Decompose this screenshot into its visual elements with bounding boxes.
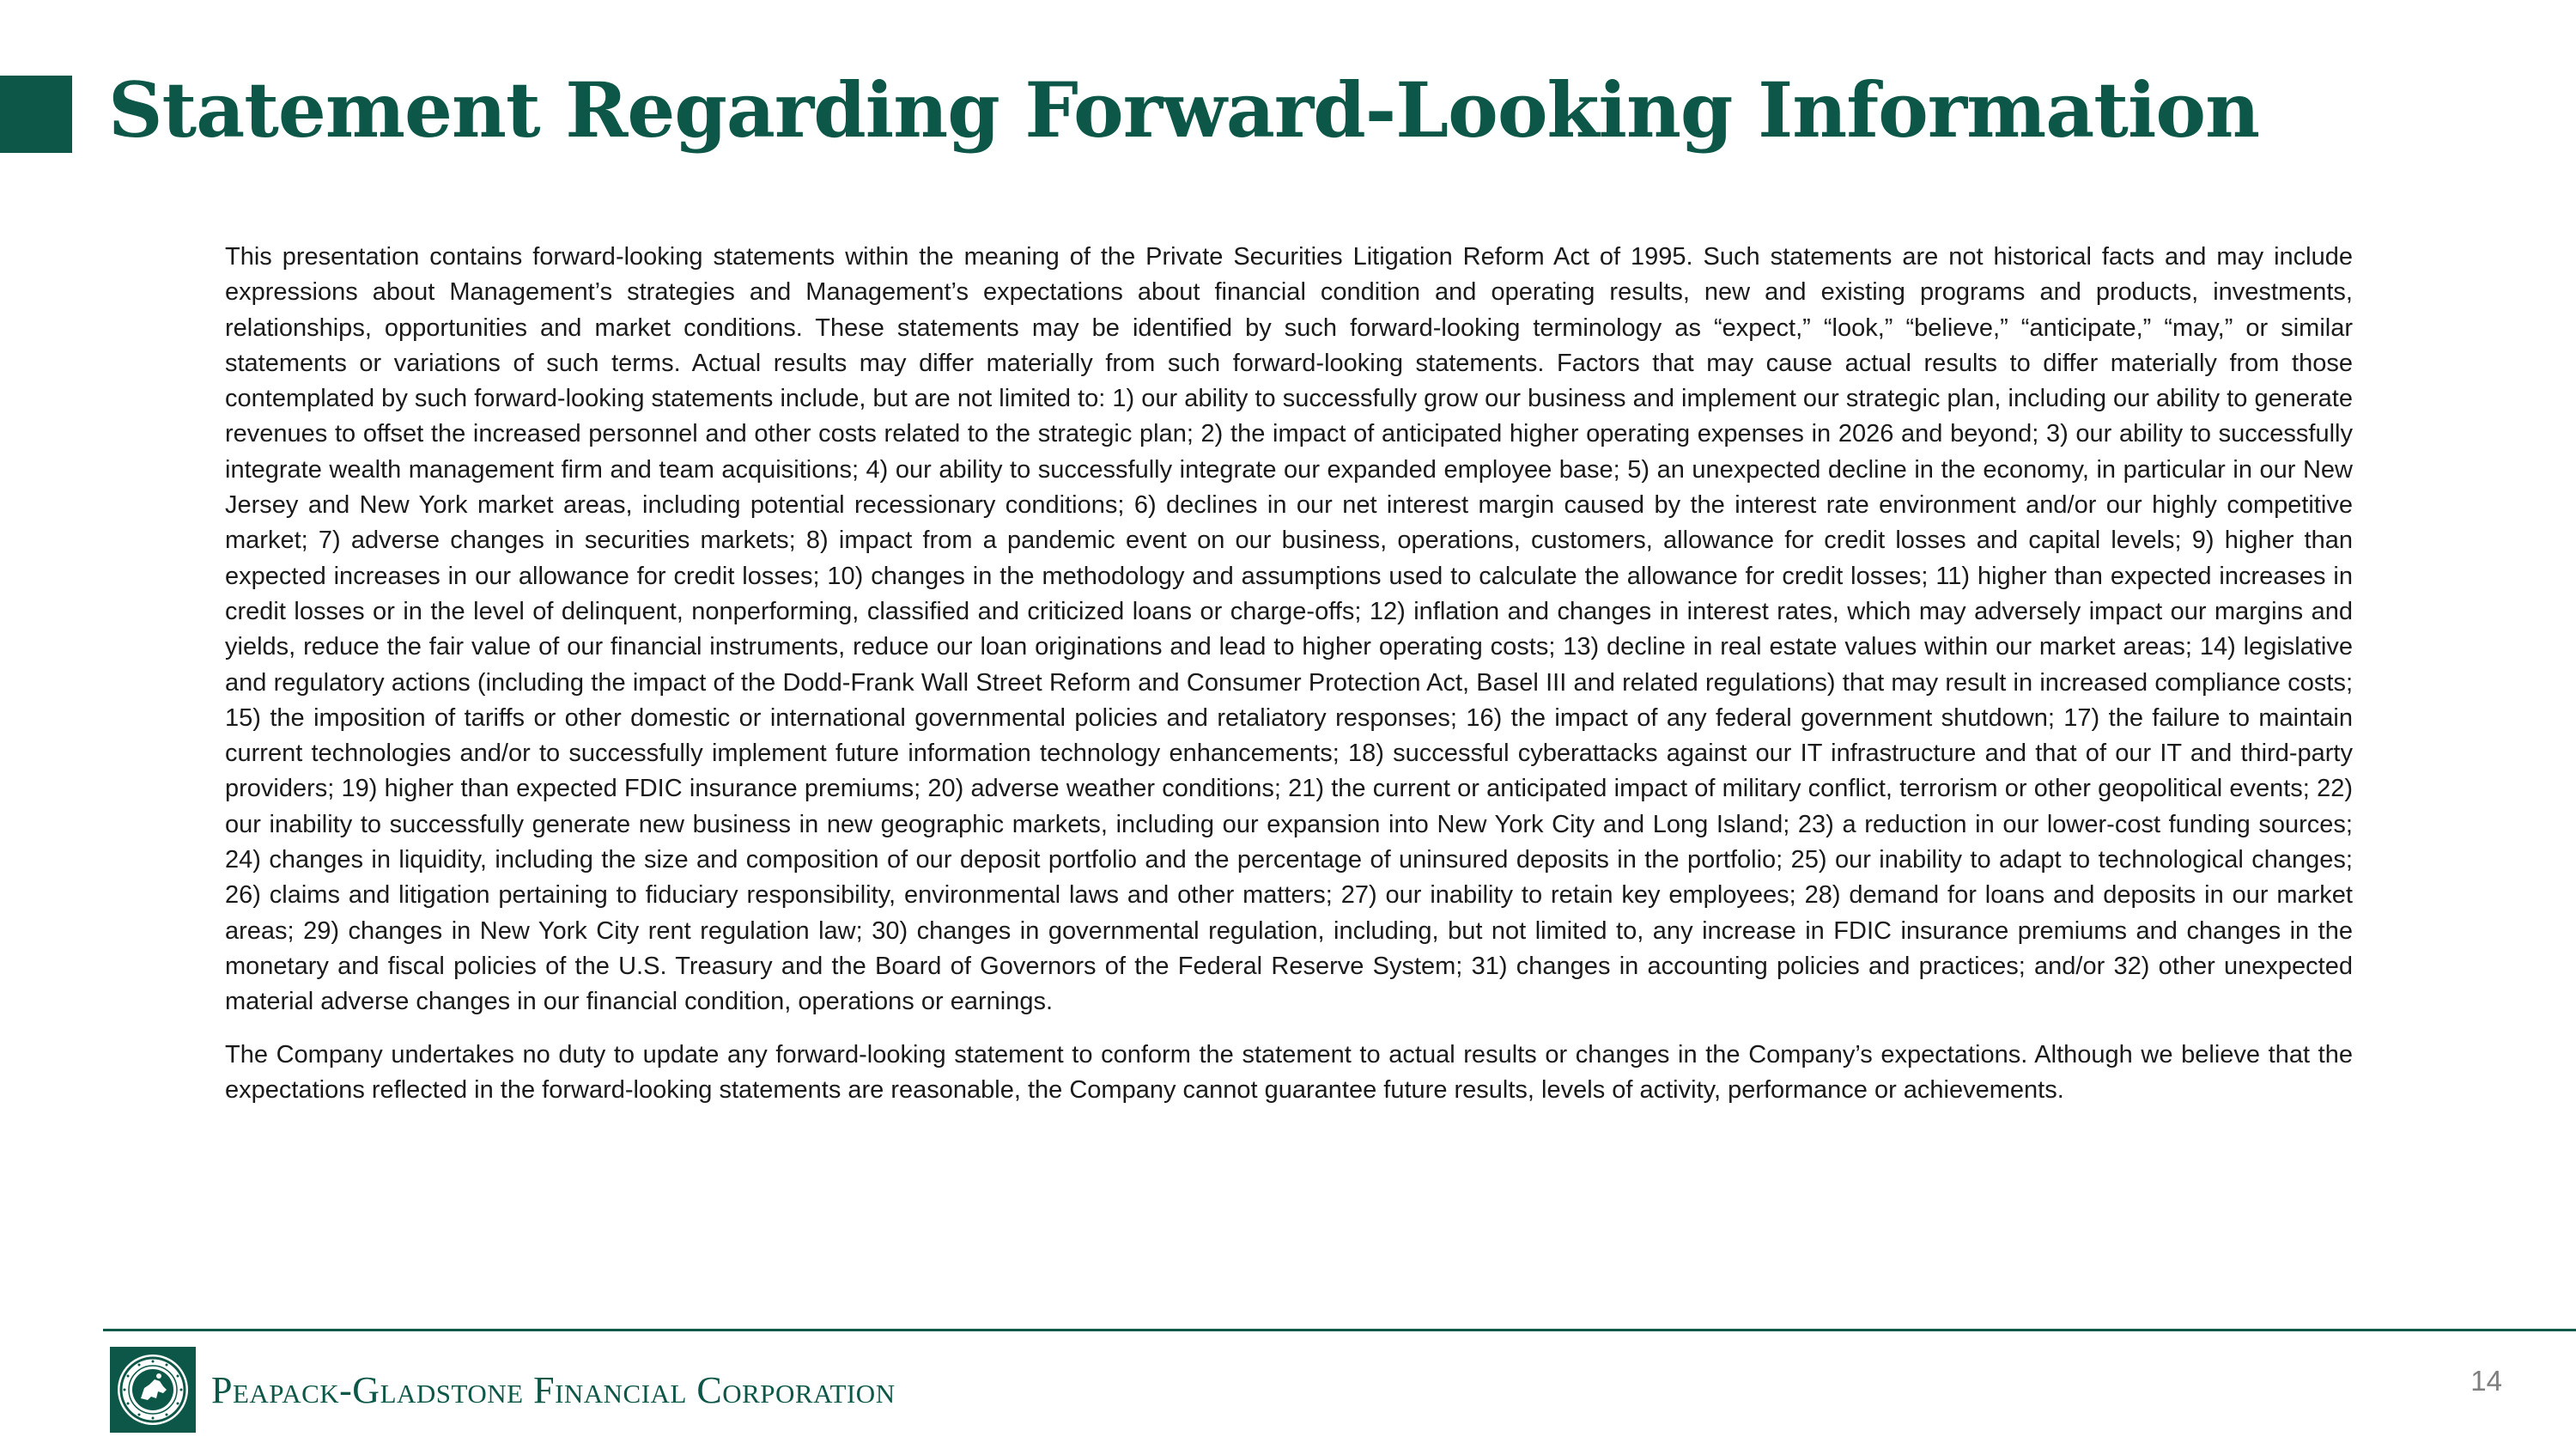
- page-number: 14: [2470, 1365, 2502, 1397]
- footer-divider: [103, 1329, 2576, 1331]
- title-accent-square: [0, 76, 72, 153]
- disclaimer-paragraph-1: This presentation contains forward-looking statements within the meaning of the Private Securities Litigation Reform Act of 1995. Such statements are not historical facts and may include expressions about Management’s strategies and Management’s expectations about financial condition and operating results, new and existing programs and products, investments, relationships, opportunities and market conditions. These statements may be identified by such forward-looking terminology as “expect,” “look,” “believe,” “anticipate,” “may,” or similar statements or variations of such terms. Actual results may differ materially from such forward-looking statements. Factors that may cause actual results to differ materially from those contemplated by such forward-looking statements include, but are not limited to: 1) our ability to successfully grow our business and implement our strategic plan, including our ability to generate revenues to offset the increased personnel and other costs related to the strategic plan; 2) the impact of anticipated higher operating expenses in 2026 and beyond; 3) our ability to successfully integrate wealth management firm and team acquisitions; 4) our ability to successfully integrate our expanded employee base; 5) an unexpected decline in the economy, in particular in our New Jersey and New York market areas, including potential recessionary conditions; 6) declines in our net interest margin caused by the interest rate environment and/or our highly competitive market; 7) adverse changes in securities markets; 8) impact from a pandemic event on our business, operations, customers, allowance for credit losses and capital levels; 9) higher than expected increases in our allowance for credit losses; 10) changes in the methodology and assumptions used to calculate the allowance for credit losses; 11) higher than expected increases in credit losses or in the level of delinquent, nonperforming, classified and criticized loans or charge-offs; 12) inflation and changes in interest rates, which may adversely impact our margins and yields, reduce the fair value of our financial instruments, reduce our loan originations and lead to higher operating costs; 13) decline in real estate values within our market areas; 14) legislative and regulatory actions (including the impact of the Dodd-Frank Wall Street Reform and Consumer Protection Act, Basel III and related regulations) that may result in increased compliance costs; 15) the imposition of tariffs or other domestic or international governmental policies and retaliatory responses; 16) the impact of any federal government shutdown; 17) the failure to maintain current technologies and/or to successfully implement future information technology enhancements; 18) successful cyberattacks against our IT infrastructure and that of our IT and third-party providers; 19) higher than expected FDIC insurance premiums; 20) adverse weather conditions; 21) the current or anticipated impact of military conflict, terrorism or other geopolitical events; 22) our inability to successfully generate new business in new geographic markets, including our expansion into New York City and Long Island; 23) a reduction in our lower-cost funding sources; 24) changes in liquidity, including the size and composition of our deposit portfolio and the percentage of uninsured deposits in the portfolio; 25) our inability to adapt to technological changes; 26) claims and litigation pertaining to fiduciary responsibility, environmental laws and other matters; 27) our inability to retain key employees; 28) demand for loans and deposits in our market areas; 29) changes in New York City rent regulation law; 30) changes in governmental regulation, including, but not limited to, any increase in FDIC insurance premiums and changes in the monetary and fiscal policies of the U.S. Treasury and the Board of Governors of the Federal Reserve System; 31) changes in accounting policies and practices; and/or 32) other unexpected material adverse changes in our financial condition, operations or earnings.: [225, 243, 2353, 1016]
- disclaimer-paragraph-2: The Company undertakes no duty to update any forward-looking statement to conform the statement to actual results or changes in the Company’s expectations. Although we believe that the expectations reflected in the forward-looking statements are reasonable, the Company cannot guarantee future results, levels of activity, performance or achievements.: [225, 1040, 2353, 1104]
- disclaimer-body: [225, 240, 2353, 1108]
- company-logo-wordmark: Peapack-Gladstone Financial Corporation: [211, 1369, 896, 1411]
- page-title: Statement Regarding Forward-Looking Information: [108, 65, 2260, 155]
- seal-emblem-icon: [110, 1347, 196, 1433]
